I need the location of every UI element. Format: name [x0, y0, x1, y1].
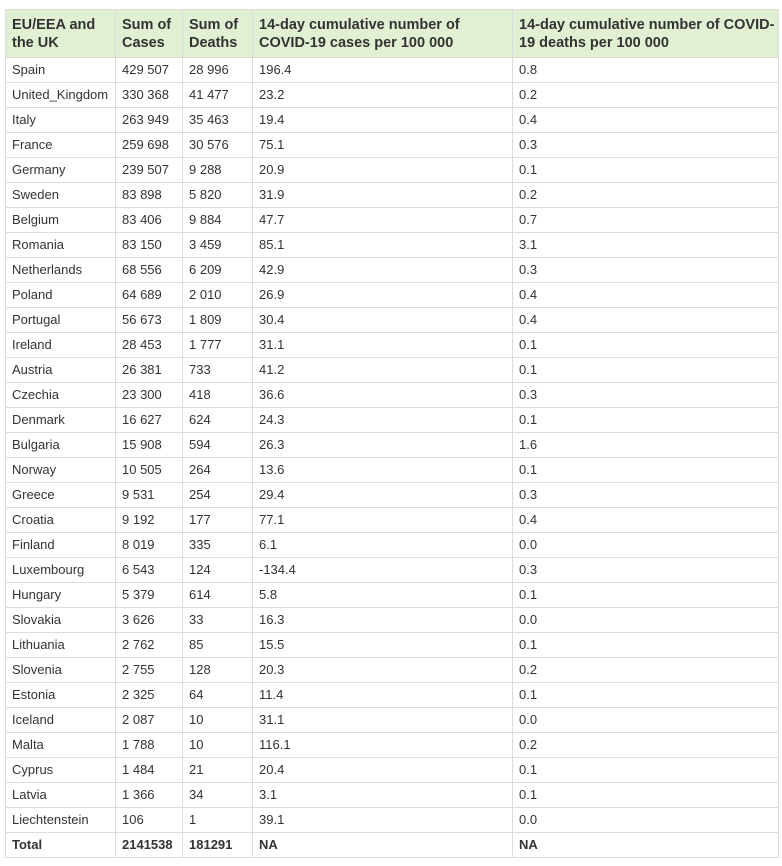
deaths-cell: 1 809	[183, 308, 253, 333]
deaths-cell: 85	[183, 633, 253, 658]
table-row	[6, 158, 779, 183]
deaths-per-100k-cell: 0.0	[513, 608, 779, 633]
cases-cell: 16 627	[116, 408, 183, 433]
cases-cell: 68 556	[116, 258, 183, 283]
deaths-cell: 335	[183, 533, 253, 558]
table-row	[6, 133, 779, 158]
deaths-per-100k-cell: 0.2	[513, 658, 779, 683]
deaths-per-100k-cell: 0.7	[513, 208, 779, 233]
country-cell: Bulgaria	[6, 433, 116, 458]
cases-cell: 28 453	[116, 333, 183, 358]
cases-per-100k-cell: 196.4	[253, 58, 513, 83]
cases-per-100k-cell: 23.2	[253, 83, 513, 108]
deaths-per-100k-cell: 0.1	[513, 783, 779, 808]
total-cases-cell: 2141538	[116, 833, 183, 858]
country-cell: Cyprus	[6, 758, 116, 783]
cases-per-100k-cell: 29.4	[253, 483, 513, 508]
country-cell: Croatia	[6, 508, 116, 533]
cases-per-100k-cell: 75.1	[253, 133, 513, 158]
deaths-cell: 1 777	[183, 333, 253, 358]
country-cell: Austria	[6, 358, 116, 383]
deaths-cell: 177	[183, 508, 253, 533]
deaths-per-100k-cell: 0.8	[513, 58, 779, 83]
cases-cell: 429 507	[116, 58, 183, 83]
deaths-cell: 254	[183, 483, 253, 508]
deaths-cell: 5 820	[183, 183, 253, 208]
table-row	[6, 258, 779, 283]
deaths-per-100k-cell: 0.2	[513, 83, 779, 108]
deaths-cell: 21	[183, 758, 253, 783]
deaths-cell: 9 884	[183, 208, 253, 233]
table-body	[6, 58, 779, 858]
table-row	[6, 83, 779, 108]
deaths-cell: 64	[183, 683, 253, 708]
deaths-per-100k-cell: 0.0	[513, 708, 779, 733]
cases-per-100k-cell: 19.4	[253, 108, 513, 133]
cases-per-100k-cell: 13.6	[253, 458, 513, 483]
deaths-per-100k-cell: 0.1	[513, 683, 779, 708]
table-row	[6, 558, 779, 583]
cases-cell: 5 379	[116, 583, 183, 608]
deaths-per-100k-cell: 0.1	[513, 333, 779, 358]
cases-per-100k-cell: 31.9	[253, 183, 513, 208]
country-cell: Norway	[6, 458, 116, 483]
country-cell: Slovakia	[6, 608, 116, 633]
deaths-cell: 594	[183, 433, 253, 458]
cases-per-100k-cell: 5.8	[253, 583, 513, 608]
cases-per-100k-cell: -134.4	[253, 558, 513, 583]
cases-per-100k-cell: 116.1	[253, 733, 513, 758]
cases-cell: 330 368	[116, 83, 183, 108]
country-cell: Latvia	[6, 783, 116, 808]
country-cell: United_Kingdom	[6, 83, 116, 108]
cases-per-100k-cell: 36.6	[253, 383, 513, 408]
country-cell: Czechia	[6, 383, 116, 408]
cases-per-100k-cell: 31.1	[253, 333, 513, 358]
cases-per-100k-cell: 31.1	[253, 708, 513, 733]
table-row	[6, 758, 779, 783]
cases-cell: 83 406	[116, 208, 183, 233]
cases-cell: 2 755	[116, 658, 183, 683]
table-row	[6, 683, 779, 708]
table-row	[6, 608, 779, 633]
deaths-per-100k-cell: 0.4	[513, 308, 779, 333]
cases-cell: 3 626	[116, 608, 183, 633]
country-cell: Germany	[6, 158, 116, 183]
country-cell: France	[6, 133, 116, 158]
table-row	[6, 708, 779, 733]
country-cell: Hungary	[6, 583, 116, 608]
cases-per-100k-cell: 26.3	[253, 433, 513, 458]
table-row	[6, 183, 779, 208]
deaths-cell: 418	[183, 383, 253, 408]
country-cell: Ireland	[6, 333, 116, 358]
deaths-cell: 10	[183, 708, 253, 733]
country-cell: Portugal	[6, 308, 116, 333]
table-row	[6, 383, 779, 408]
deaths-cell: 30 576	[183, 133, 253, 158]
deaths-per-100k-cell: 0.2	[513, 733, 779, 758]
table-row	[6, 433, 779, 458]
country-cell: Belgium	[6, 208, 116, 233]
cases-per-100k-cell: 47.7	[253, 208, 513, 233]
table-row	[6, 483, 779, 508]
cases-cell: 263 949	[116, 108, 183, 133]
cases-cell: 6 543	[116, 558, 183, 583]
deaths-cell: 128	[183, 658, 253, 683]
cases-cell: 2 087	[116, 708, 183, 733]
total-country-cell: Total	[6, 833, 116, 858]
deaths-cell: 614	[183, 583, 253, 608]
deaths-per-100k-cell: 0.3	[513, 258, 779, 283]
cases-cell: 239 507	[116, 158, 183, 183]
covid-stats-table	[5, 9, 779, 858]
table-row	[6, 658, 779, 683]
country-cell: Greece	[6, 483, 116, 508]
table-row	[6, 733, 779, 758]
deaths-per-100k-cell: 0.3	[513, 133, 779, 158]
cases-per-100k-cell: 39.1	[253, 808, 513, 833]
country-cell: Iceland	[6, 708, 116, 733]
table-row	[6, 58, 779, 83]
deaths-cell: 35 463	[183, 108, 253, 133]
total-deaths-cell: 181291	[183, 833, 253, 858]
cases-cell: 64 689	[116, 283, 183, 308]
deaths-cell: 3 459	[183, 233, 253, 258]
deaths-per-100k-cell: 0.1	[513, 633, 779, 658]
deaths-per-100k-cell: 0.3	[513, 483, 779, 508]
deaths-cell: 41 477	[183, 83, 253, 108]
cases-per-100k-cell: 15.5	[253, 633, 513, 658]
column-header-deaths: Sum of Deaths	[183, 10, 253, 58]
column-header-country: EU/EEA and the UK	[6, 10, 116, 58]
deaths-per-100k-cell: 0.0	[513, 808, 779, 833]
cases-per-100k-cell: 11.4	[253, 683, 513, 708]
country-cell: Spain	[6, 58, 116, 83]
deaths-per-100k-cell: 0.2	[513, 183, 779, 208]
deaths-per-100k-cell: 0.1	[513, 458, 779, 483]
deaths-cell: 34	[183, 783, 253, 808]
cases-per-100k-cell: 20.4	[253, 758, 513, 783]
deaths-per-100k-cell: 0.3	[513, 558, 779, 583]
table-row	[6, 283, 779, 308]
country-cell: Estonia	[6, 683, 116, 708]
table-row	[6, 508, 779, 533]
cases-cell: 1 484	[116, 758, 183, 783]
cases-cell: 26 381	[116, 358, 183, 383]
cases-cell: 2 762	[116, 633, 183, 658]
deaths-per-100k-cell: 3.1	[513, 233, 779, 258]
table-row	[6, 333, 779, 358]
deaths-cell: 624	[183, 408, 253, 433]
country-cell: Luxembourg	[6, 558, 116, 583]
cases-cell: 56 673	[116, 308, 183, 333]
cases-cell: 83 150	[116, 233, 183, 258]
cases-cell: 15 908	[116, 433, 183, 458]
total-deaths-per-100k-cell: NA	[513, 833, 779, 858]
deaths-cell: 33	[183, 608, 253, 633]
table-row	[6, 783, 779, 808]
cases-per-100k-cell: 30.4	[253, 308, 513, 333]
deaths-cell: 733	[183, 358, 253, 383]
deaths-per-100k-cell: 0.4	[513, 508, 779, 533]
deaths-per-100k-cell: 0.1	[513, 758, 779, 783]
cases-per-100k-cell: 26.9	[253, 283, 513, 308]
cases-cell: 8 019	[116, 533, 183, 558]
deaths-per-100k-cell: 0.4	[513, 283, 779, 308]
cases-cell: 23 300	[116, 383, 183, 408]
table-row	[6, 308, 779, 333]
country-cell: Slovenia	[6, 658, 116, 683]
deaths-cell: 28 996	[183, 58, 253, 83]
cases-per-100k-cell: 41.2	[253, 358, 513, 383]
cases-per-100k-cell: 3.1	[253, 783, 513, 808]
cases-cell: 9 531	[116, 483, 183, 508]
deaths-per-100k-cell: 0.0	[513, 533, 779, 558]
deaths-per-100k-cell: 1.6	[513, 433, 779, 458]
total-row	[6, 833, 779, 858]
cases-per-100k-cell: 24.3	[253, 408, 513, 433]
deaths-cell: 6 209	[183, 258, 253, 283]
table-row	[6, 208, 779, 233]
deaths-per-100k-cell: 0.4	[513, 108, 779, 133]
column-header-cases: Sum of Cases	[116, 10, 183, 58]
country-cell: Denmark	[6, 408, 116, 433]
table-container	[5, 9, 779, 858]
cases-cell: 10 505	[116, 458, 183, 483]
deaths-cell: 9 288	[183, 158, 253, 183]
header-row	[6, 10, 779, 58]
cases-cell: 259 698	[116, 133, 183, 158]
cases-cell: 1 366	[116, 783, 183, 808]
cases-cell: 1 788	[116, 733, 183, 758]
table-row	[6, 458, 779, 483]
deaths-cell: 1	[183, 808, 253, 833]
cases-per-100k-cell: 6.1	[253, 533, 513, 558]
table-row	[6, 358, 779, 383]
deaths-per-100k-cell: 0.1	[513, 408, 779, 433]
table-row	[6, 533, 779, 558]
table-row	[6, 808, 779, 833]
cases-per-100k-cell: 85.1	[253, 233, 513, 258]
deaths-cell: 124	[183, 558, 253, 583]
deaths-cell: 10	[183, 733, 253, 758]
cases-per-100k-cell: 20.9	[253, 158, 513, 183]
deaths-per-100k-cell: 0.1	[513, 158, 779, 183]
column-header-deaths-per-100k: 14-day cumulative number of COVID-19 deaths per 100 000	[513, 10, 779, 58]
cases-cell: 2 325	[116, 683, 183, 708]
cases-per-100k-cell: 20.3	[253, 658, 513, 683]
cases-per-100k-cell: 77.1	[253, 508, 513, 533]
table-row	[6, 408, 779, 433]
table-row	[6, 633, 779, 658]
cases-per-100k-cell: 16.3	[253, 608, 513, 633]
table-row	[6, 108, 779, 133]
country-cell: Sweden	[6, 183, 116, 208]
country-cell: Lithuania	[6, 633, 116, 658]
cases-cell: 106	[116, 808, 183, 833]
deaths-cell: 2 010	[183, 283, 253, 308]
column-header-cases-per-100k: 14-day cumulative number of COVID-19 cases per 100 000	[253, 10, 513, 58]
country-cell: Malta	[6, 733, 116, 758]
country-cell: Italy	[6, 108, 116, 133]
country-cell: Netherlands	[6, 258, 116, 283]
deaths-per-100k-cell: 0.1	[513, 583, 779, 608]
table-row	[6, 583, 779, 608]
cases-cell: 83 898	[116, 183, 183, 208]
deaths-cell: 264	[183, 458, 253, 483]
total-cases-per-100k-cell: NA	[253, 833, 513, 858]
table-row	[6, 233, 779, 258]
deaths-per-100k-cell: 0.3	[513, 383, 779, 408]
country-cell: Liechtenstein	[6, 808, 116, 833]
country-cell: Finland	[6, 533, 116, 558]
country-cell: Romania	[6, 233, 116, 258]
deaths-per-100k-cell: 0.1	[513, 358, 779, 383]
cases-cell: 9 192	[116, 508, 183, 533]
table-header	[6, 10, 779, 58]
cases-per-100k-cell: 42.9	[253, 258, 513, 283]
country-cell: Poland	[6, 283, 116, 308]
